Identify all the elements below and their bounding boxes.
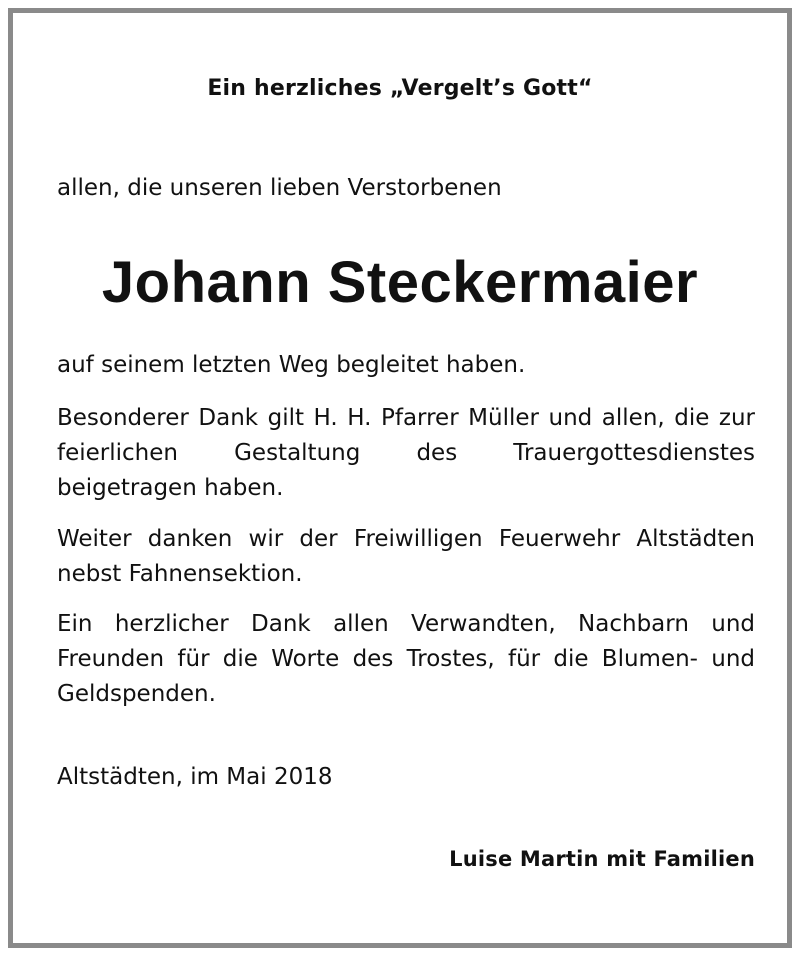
deceased-name: Johann Steckermaier (101, 250, 699, 315)
paragraph-1: auf seinem letzten Weg begleitet haben. (57, 352, 526, 378)
notice-frame (8, 8, 792, 948)
notice-heading: Ein herzliches „Vergelt’s Gott“ (207, 76, 593, 101)
notice-content (13, 13, 787, 943)
signature: Luise Martin mit Familien (449, 847, 755, 871)
paragraph-3: Weiter danken wir der Freiwilligen Feuerwehr Altstädten nebst Fahnensektion. (57, 526, 755, 587)
paragraph-2: Besonderer Dank gilt H. H. Pfarrer Müller und allen, die zur feierlichen Gestaltung des Trauergottesdienstes beigetragen haben. (57, 405, 755, 501)
intro-text: allen, die unseren lieben Verstorbenen (57, 175, 502, 201)
paragraph-4: Ein herzlicher Dank allen Verwandten, Nachbarn und Freunden für die Worte des Trostes, für die Blumen- und Geldspenden. (57, 611, 755, 707)
place-date: Altstädten, im Mai 2018 (57, 764, 333, 790)
